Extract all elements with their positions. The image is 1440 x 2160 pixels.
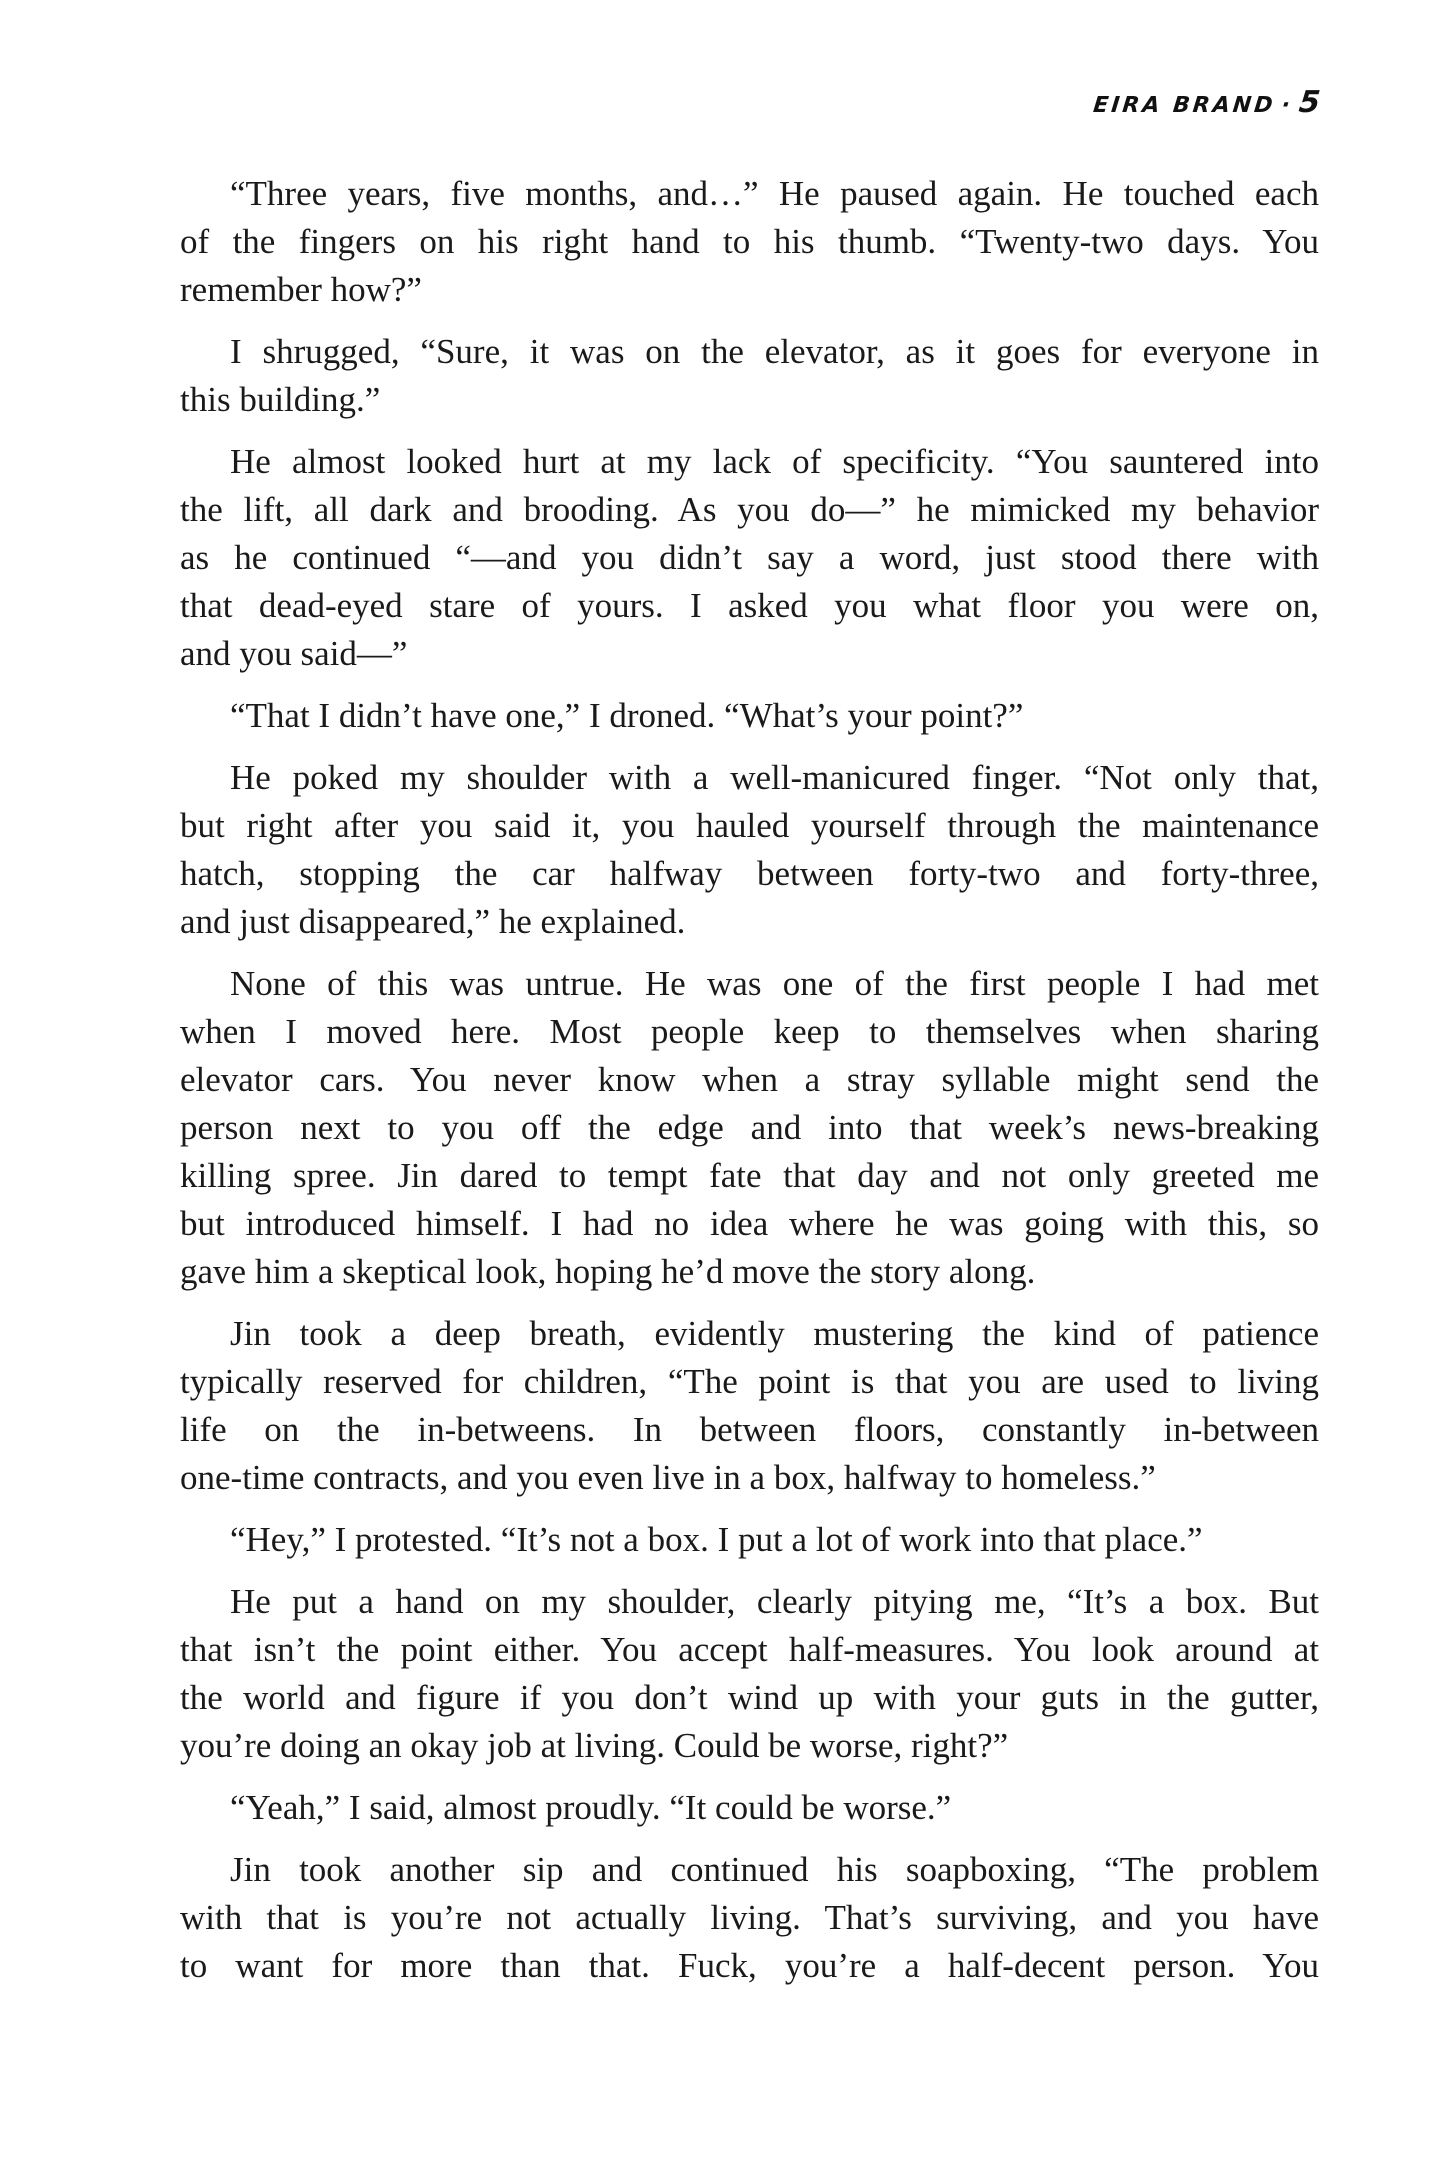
text-line: life on the in-betweens. In between floors, constantly in-between xyxy=(180,1410,1319,1449)
text-line: Jin took a deep breath, evidently mustering the kind of patience xyxy=(230,1314,1319,1353)
text-line: you’re doing an okay job at living. Could be worse, right?” xyxy=(180,1726,1009,1765)
text-line: with that is you’re not actually living. That’s surviving, and you have xyxy=(180,1898,1319,1937)
text-line: gave him a skeptical look, hoping he’d move the story along. xyxy=(180,1252,1036,1291)
text-line: as he continued “—and you didn’t say a word, just stood there with xyxy=(180,538,1319,577)
text-line: “That I didn’t have one,” I droned. “What’s your point?” xyxy=(230,696,1024,735)
running-head xyxy=(858,86,1325,120)
text-line: He almost looked hurt at my lack of specificity. “You sauntered into xyxy=(230,442,1319,481)
page-number: 5 xyxy=(1297,85,1325,120)
text-line: person next to you off the edge and into that week’s news-breaking xyxy=(180,1108,1319,1147)
text-line: He poked my shoulder with a well-manicured finger. “Not only that, xyxy=(230,758,1319,797)
text-line: “Yeah,” I said, almost proudly. “It could be worse.” xyxy=(230,1788,952,1827)
text-line: typically reserved for children, “The point is that you are used to living xyxy=(180,1362,1319,1401)
text-line: hatch, stopping the car halfway between forty-two and forty-three, xyxy=(180,854,1319,893)
text-line: but introduced himself. I had no idea where he was going with this, so xyxy=(180,1204,1319,1243)
text-line: that dead-eyed stare of yours. I asked you what floor you were on, xyxy=(180,586,1319,625)
text-line: He put a hand on my shoulder, clearly pitying me, “It’s a box. But xyxy=(230,1582,1319,1621)
text-line: of the fingers on his right hand to his thumb. “Twenty-two days. You xyxy=(180,222,1319,261)
running-head-author: EIRA BRAND xyxy=(1091,93,1277,118)
running-head-separator: · xyxy=(1280,93,1295,118)
text-line: the world and figure if you don’t wind up with your guts in the gutter, xyxy=(180,1678,1319,1717)
text-line: when I moved here. Most people keep to themselves when sharing xyxy=(180,1012,1319,1051)
text-line: I shrugged, “Sure, it was on the elevator, as it goes for everyone in xyxy=(230,332,1319,371)
text-line: killing spree. Jin dared to tempt fate that day and not only greeted me xyxy=(180,1156,1319,1195)
text-line: one-time contracts, and you even live in a box, halfway to homeless.” xyxy=(180,1458,1156,1497)
text-line: that isn’t the point either. You accept half-measures. You look around at xyxy=(180,1630,1319,1669)
text-line: “Three years, five months, and…” He paused again. He touched each xyxy=(230,174,1319,213)
text-line: and you said—” xyxy=(180,634,408,673)
text-line: the lift, all dark and brooding. As you do—” he mimicked my behavior xyxy=(180,490,1319,529)
text-line: and just disappeared,” he explained. xyxy=(180,902,686,941)
text-line: elevator cars. You never know when a stray syllable might send the xyxy=(180,1060,1319,1099)
text-line: this building.” xyxy=(180,380,381,419)
text-line: but right after you said it, you hauled yourself through the maintenance xyxy=(180,806,1319,845)
text-line: Jin took another sip and continued his soapboxing, “The problem xyxy=(230,1850,1319,1889)
text-line: remember how?” xyxy=(180,270,422,309)
text-line: None of this was untrue. He was one of the first people I had met xyxy=(230,964,1319,1003)
text-line: to want for more than that. Fuck, you’re a half-decent person. You xyxy=(180,1946,1319,1985)
text-line: “Hey,” I protested. “It’s not a box. I put a lot of work into that place.” xyxy=(230,1520,1203,1559)
